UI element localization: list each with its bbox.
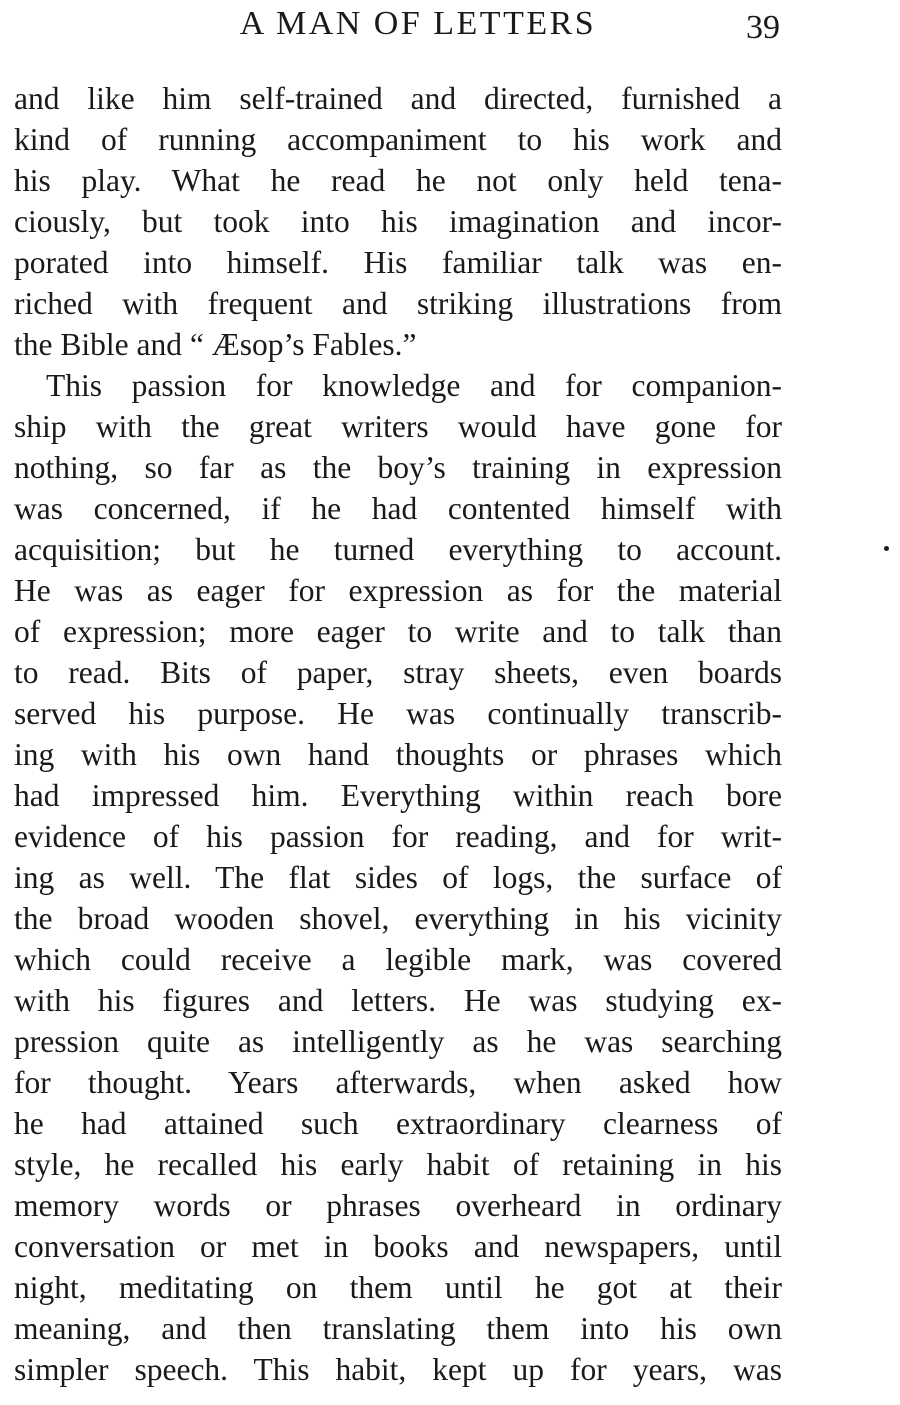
text-line: style, he recalled his early habit of retaining in his bbox=[14, 1147, 782, 1182]
text-line: acquisition; but he turned everything to account. bbox=[14, 532, 782, 567]
text-line: simpler speech. This habit, kept up for years, was bbox=[14, 1352, 782, 1387]
text-line: the Bible and “ Æsop’s Fables.” bbox=[14, 327, 417, 362]
running-head bbox=[14, 2, 782, 50]
text-line: of expression; more eager to write and to talk than bbox=[14, 614, 782, 649]
text-line: was concerned, if he had contented himself with bbox=[14, 491, 782, 526]
running-title: A MAN OF LETTERS bbox=[239, 5, 597, 42]
text-line: which could receive a legible mark, was covered bbox=[14, 942, 782, 977]
text-line: to read. Bits of paper, stray sheets, even boards bbox=[14, 655, 782, 690]
text-line: This passion for knowledge and for companion- bbox=[46, 368, 782, 403]
text-line: night, meditating on them until he got at their bbox=[14, 1270, 782, 1305]
text-line: he had attained such extraordinary clearness of bbox=[14, 1106, 782, 1141]
text-line: meaning, and then translating them into his own bbox=[14, 1311, 782, 1346]
text-line: nothing, so far as the boy’s training in expression bbox=[14, 450, 782, 485]
text-line: He was as eager for expression as for the material bbox=[14, 573, 782, 608]
body-text bbox=[14, 78, 782, 1390]
text-line: memory words or phrases overheard in ordinary bbox=[14, 1188, 782, 1223]
text-line: the broad wooden shovel, everything in his vicinity bbox=[14, 901, 782, 936]
ink-speck bbox=[884, 546, 889, 551]
text-line: his play. What he read he not only held tena- bbox=[14, 163, 782, 198]
text-line: and like him self-trained and directed, furnished a bbox=[14, 81, 782, 116]
text-line: ing as well. The flat sides of logs, the surface of bbox=[14, 860, 782, 895]
paragraph-1 bbox=[14, 78, 782, 365]
text-line: with his figures and letters. He was studying ex- bbox=[14, 983, 782, 1018]
text-line: had impressed him. Everything within reach bore bbox=[14, 778, 782, 813]
text-line: evidence of his passion for reading, and for writ- bbox=[14, 819, 782, 854]
page-number: 39 bbox=[746, 9, 780, 46]
text-line: pression quite as intelligently as he was searching bbox=[14, 1024, 782, 1059]
text-line: ing with his own hand thoughts or phrases which bbox=[14, 737, 782, 772]
text-line: kind of running accompaniment to his work and bbox=[14, 122, 782, 157]
text-line: porated into himself. His familiar talk was en- bbox=[14, 245, 782, 280]
text-line: conversation or met in books and newspapers, until bbox=[14, 1229, 782, 1264]
paragraph-2 bbox=[14, 365, 782, 1390]
text-line: served his purpose. He was continually transcrib- bbox=[14, 696, 782, 731]
text-line: ship with the great writers would have gone for bbox=[14, 409, 782, 444]
text-line: for thought. Years afterwards, when asked how bbox=[14, 1065, 782, 1100]
text-line: ciously, but took into his imagination and incor- bbox=[14, 204, 782, 239]
text-line: riched with frequent and striking illustrations from bbox=[14, 286, 782, 321]
